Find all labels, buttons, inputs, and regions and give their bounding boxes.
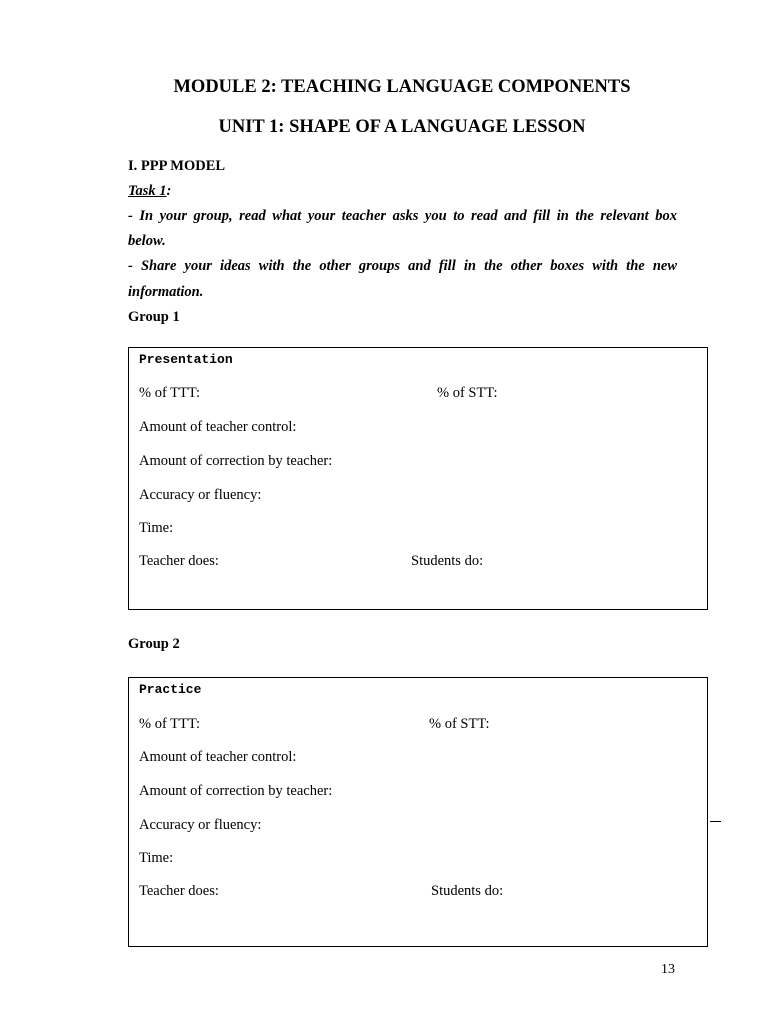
section-heading: I. PPP MODEL xyxy=(128,158,226,174)
module-title: MODULE 2: TEACHING LANGUAGE COMPONENTS xyxy=(173,77,631,97)
ttt-label: % of TTT: xyxy=(139,385,201,401)
box-title-practice: Practice xyxy=(139,682,202,697)
group-2-label: Group 2 xyxy=(128,636,180,652)
box-title-presentation: Presentation xyxy=(139,352,233,367)
task-label-text: Task 1 xyxy=(128,183,167,199)
instruction-2-line-2: information. xyxy=(128,284,204,300)
instruction-1-line-1: - In your group, read what your teacher asks you to read and fill in the relevant box xyxy=(128,208,677,224)
teacher-control-label: Amount of teacher control: xyxy=(139,419,297,435)
presentation-box xyxy=(128,347,708,610)
accuracy-fluency-label: Accuracy or fluency: xyxy=(139,817,262,833)
students-do-label: Students do: xyxy=(431,883,504,899)
stt-label: % of STT: xyxy=(437,385,498,401)
instruction-2-line-1: - Share your ideas with the other groups and fill in the other boxes with the new xyxy=(128,258,677,274)
page-number: 13 xyxy=(661,962,675,977)
time-label: Time: xyxy=(139,850,174,866)
unit-title: UNIT 1: SHAPE OF A LANGUAGE LESSON xyxy=(218,117,586,137)
task-label xyxy=(128,179,677,204)
margin-mark xyxy=(710,821,721,822)
teacher-does-label: Teacher does: xyxy=(139,883,219,899)
stt-label: % of STT: xyxy=(429,716,490,732)
students-do-label: Students do: xyxy=(411,553,484,569)
instruction-1-line-2: below. xyxy=(128,233,166,249)
correction-label: Amount of correction by teacher: xyxy=(139,453,333,469)
time-label: Time: xyxy=(139,520,174,536)
practice-box xyxy=(128,677,708,947)
teacher-control-label: Amount of teacher control: xyxy=(139,749,297,765)
group-1-label: Group 1 xyxy=(128,309,180,325)
task-label-colon: : xyxy=(166,183,172,199)
teacher-does-label: Teacher does: xyxy=(139,553,219,569)
accuracy-fluency-label: Accuracy or fluency: xyxy=(139,487,262,503)
ttt-label: % of TTT: xyxy=(139,716,201,732)
correction-label: Amount of correction by teacher: xyxy=(139,783,333,799)
